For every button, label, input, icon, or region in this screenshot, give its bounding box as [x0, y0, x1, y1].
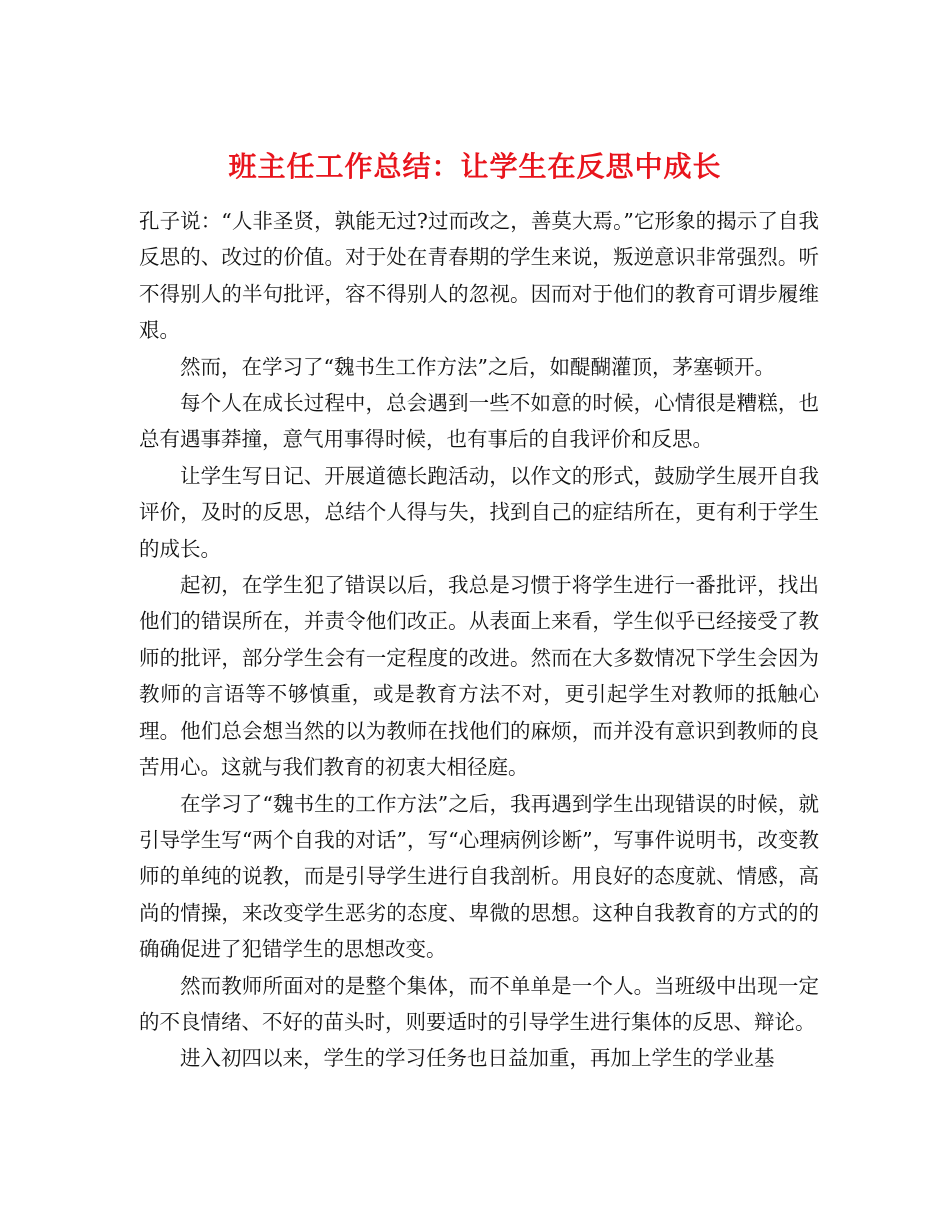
paragraph-8: 进入初四以来，学生的学习任务也日益加重，再加上学生的学业基 — [180, 1046, 775, 1071]
paragraph-5: 起初，在学生犯了错误以后，我总是习惯于将学生进行一番批评，找出他们的错误所在，并责令他们改正。从表面上来看，学生似乎已经接受了教师的批评，部分学生会有一定程度的改进。然而在大多数情况下学生会因为教师的言语等不够慎重，或是教育方法不对，更引起学生对教师的抵触心理。他们总会想当然的以为教师在找他们的麻烦，而并没有意识到教师的良苦用心。这就与我们教育的初衷大相径庭。 — [139, 573, 819, 780]
document-title: 班主任工作总结：让学生在反思中成长 — [228, 149, 722, 183]
paragraph-3: 每个人在成长过程中，总会遇到一些不如意的时候，心情很是糟糕，也总有遇事莽撞，意气用事得时候，也有事后的自我评价和反思。 — [139, 391, 819, 452]
paragraph-2: 然而，在学习了“魏书生工作方法”之后，如醍醐灌顶，茅塞顿开。 — [180, 354, 775, 379]
paragraph-1: 孔子说：“人非圣贤，孰能无过?过而改之，善莫大焉。”它形象的揭示了自我反思的、改过的价值。对于处在青春期的学生来说，叛逆意识非常强烈。听不得别人的半句批评，容不得别人的忽视。因而对于他们的教育可谓步履维艰。 — [139, 209, 819, 343]
paragraph-4: 让学生写日记、开展道德长跑活动，以作文的形式，鼓励学生展开自我评价，及时的反思，总结个人得与失，找到自己的症结所在，更有利于学生的成长。 — [139, 463, 819, 561]
document-body — [139, 203, 819, 1077]
paragraph-7: 然而教师所面对的是整个集体，而不单单是一个人。当班级中出现一定的不良情绪、不好的苗头时，则要适时的引导学生进行集体的反思、辩论。 — [139, 973, 819, 1034]
paragraph-6: 在学习了“魏书生的工作方法”之后，我再遇到学生出现错误的时候，就引导学生写“两个自我的对话”，写“心理病例诊断”，写事件说明书，改变教师的单纯的说教，而是引导学生进行自我剖析。用良好的态度就、情感，高尚的情操，来改变学生恶劣的态度、卑微的思想。这种自我教育的方式的的确确促进了犯错学生的思想改变。 — [139, 791, 819, 962]
